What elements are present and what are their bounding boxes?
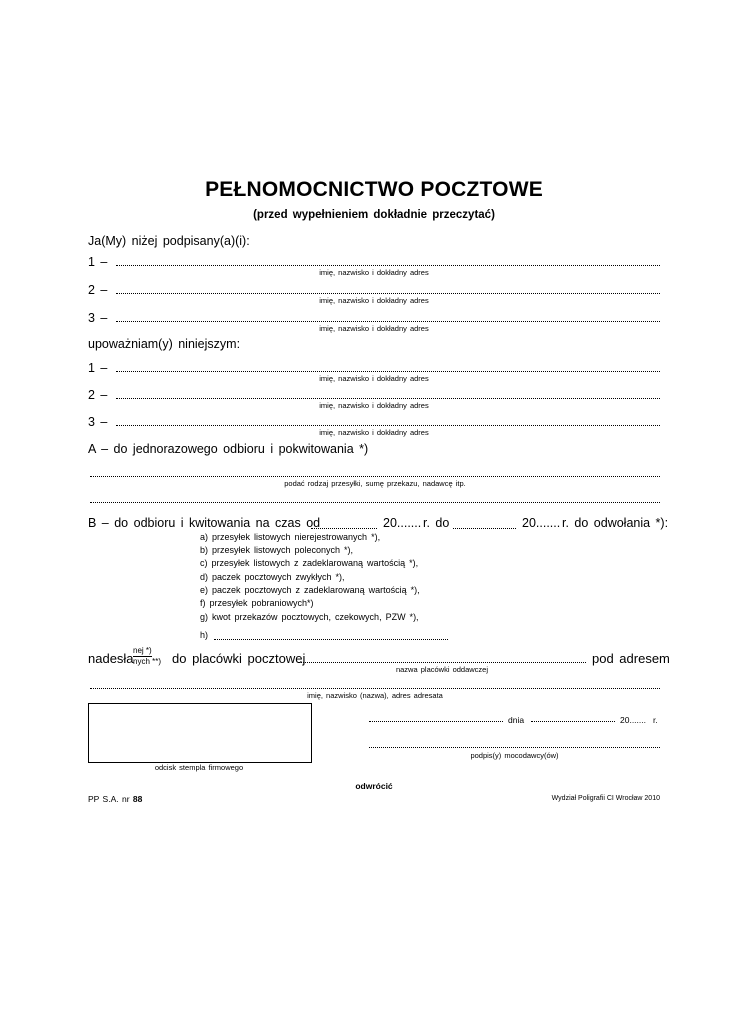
turn-over-note: odwrócić xyxy=(355,781,393,791)
list-item-f: f) przesyłek pobraniowych*) xyxy=(200,598,314,608)
grantor-3-number: 3 – xyxy=(88,311,108,325)
agent-2-field[interactable] xyxy=(116,398,660,399)
section-b-year-1: 20....... xyxy=(383,516,422,530)
signature-field[interactable] xyxy=(369,747,660,748)
form-id xyxy=(88,794,142,804)
agent-2-number: 2 – xyxy=(88,388,108,402)
agent-1-field[interactable] xyxy=(116,371,660,372)
form-id-prefix: PP S.A. nr xyxy=(88,794,130,804)
grantor-2-caption: imię, nazwisko i dokładny adres xyxy=(319,296,429,305)
date-r-label: r. xyxy=(653,715,658,725)
list-item-d: d) paczek pocztowych zwykłych *), xyxy=(200,572,345,582)
list-item-e: e) paczek pocztowych z zadeklarowaną wartością *), xyxy=(200,585,420,595)
list-item-h-field[interactable] xyxy=(214,639,448,640)
section-a-field-2[interactable] xyxy=(90,502,660,503)
section-a-label: A – do jednorazowego odbioru i pokwitowania *) xyxy=(88,442,369,456)
office-name-field[interactable] xyxy=(298,662,586,663)
printer-note: Wydział Poligrafii CI Wrocław 2010 xyxy=(551,795,660,802)
fraction-top: nej *) xyxy=(133,646,152,655)
section-b-year-2: 20....... xyxy=(522,516,561,530)
place-field[interactable] xyxy=(369,721,503,722)
sent-suffix-fraction xyxy=(133,646,161,667)
list-item-a: a) przesyłek listowych nierejestrowanych *), xyxy=(200,532,381,542)
address-label: pod adresem xyxy=(592,651,670,666)
to-office-label: do placówki pocztowej xyxy=(172,651,306,666)
agent-3-number: 3 – xyxy=(88,415,108,429)
intro-text: Ja(My) niżej podpisany(a)(i): xyxy=(88,234,250,248)
section-b-to-date-field[interactable] xyxy=(453,528,516,529)
fraction-bottom: nych **) xyxy=(133,657,162,666)
company-stamp-box xyxy=(88,703,312,763)
sent-prefix: nadesła xyxy=(88,651,134,666)
section-b-from-date-field[interactable] xyxy=(311,528,377,529)
addressee-caption: imię, nazwisko (nazwa), adres adresata xyxy=(307,691,443,700)
list-item-b: b) przesyłek listowych poleconych *), xyxy=(200,545,354,555)
date-day-label: dnia xyxy=(508,715,525,725)
list-item-c: c) przesyłek listowych z zadeklarowaną wartością *), xyxy=(200,558,419,568)
section-a-caption: podać rodzaj przesyłki, sumę przekazu, nadawcę itp. xyxy=(284,479,466,488)
agent-1-number: 1 – xyxy=(88,361,108,375)
signature-caption: podpis(y) mocodawcy(ów) xyxy=(470,751,559,760)
section-a-field-1[interactable] xyxy=(90,476,660,477)
list-item-h: h) xyxy=(200,630,209,640)
grantor-2-field[interactable] xyxy=(116,293,660,294)
agent-2-caption: imię, nazwisko i dokładny adres xyxy=(319,401,429,410)
document-title: PEŁNOMOCNICTWO POCZTOWE xyxy=(205,178,543,201)
section-b-label: B – do odbioru i kwitowania na czas od xyxy=(88,516,321,530)
date-year: 20....... xyxy=(620,715,646,725)
agent-3-field[interactable] xyxy=(116,425,660,426)
document-subtitle: (przed wypełnieniem dokładnie przeczytać) xyxy=(253,209,495,221)
date-field[interactable] xyxy=(531,721,615,722)
grantor-1-caption: imię, nazwisko i dokładny adres xyxy=(319,268,429,277)
grantor-3-field[interactable] xyxy=(116,321,660,322)
section-b-to-label: r. do xyxy=(423,516,450,530)
form-id-number: 88 xyxy=(132,794,143,804)
authorize-text: upoważniam(y) niniejszym: xyxy=(88,337,241,351)
list-item-g: g) kwot przekazów pocztowych, czekowych, PZW *), xyxy=(200,612,419,622)
office-name-caption: nazwa placówki oddawczej xyxy=(395,665,489,674)
grantor-3-caption: imię, nazwisko i dokładny adres xyxy=(319,324,429,333)
grantor-1-field[interactable] xyxy=(116,265,660,266)
grantor-1-number: 1 – xyxy=(88,255,108,269)
grantor-2-number: 2 – xyxy=(88,283,108,297)
section-b-until-label: r. do odwołania *): xyxy=(562,516,669,530)
stamp-caption: odcisk stempla firmowego xyxy=(154,763,244,772)
agent-3-caption: imię, nazwisko i dokładny adres xyxy=(319,428,429,437)
agent-1-caption: imię, nazwisko i dokładny adres xyxy=(319,374,429,383)
addressee-field[interactable] xyxy=(90,688,660,689)
